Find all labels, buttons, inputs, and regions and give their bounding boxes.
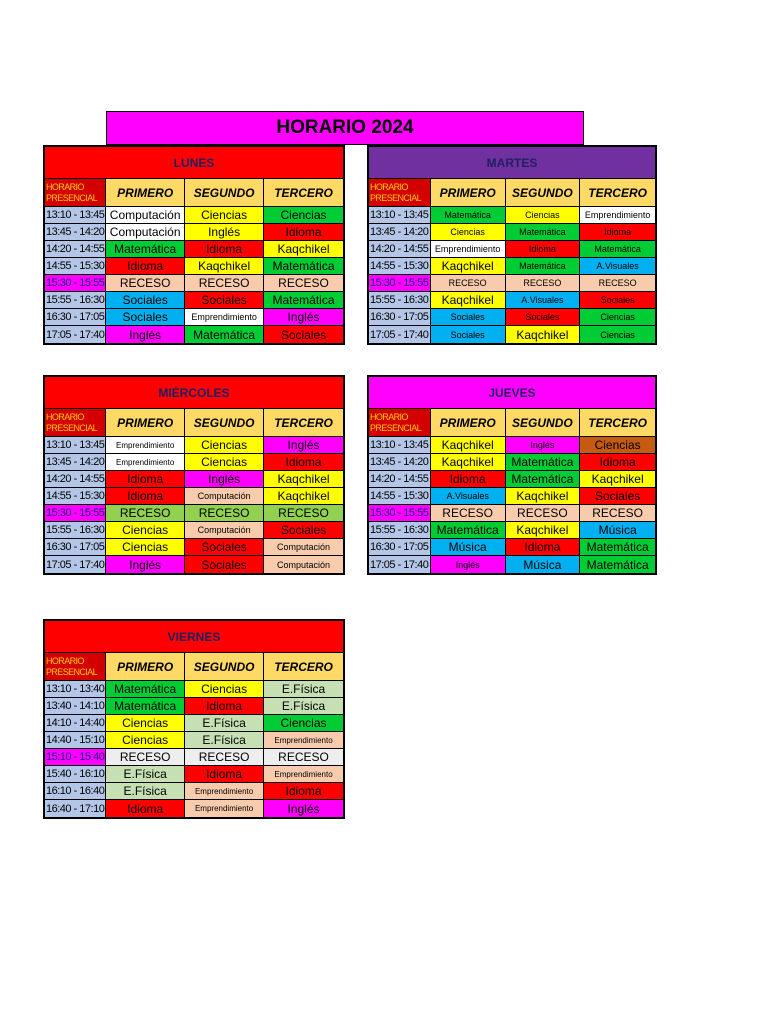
subject-cell: Idioma (106, 258, 185, 274)
schedule-row (45, 698, 343, 715)
schedule-row (369, 488, 655, 505)
day-header: VIERNES (45, 621, 343, 653)
horario-label-line: PRESENCIAL (46, 192, 98, 203)
subject-cell: Kaqchikel (264, 241, 343, 257)
subject-cell: Sociales (106, 309, 185, 325)
subject-cell: Sociales (264, 326, 343, 343)
subject-cell: Matemática (431, 207, 506, 223)
schedule-row (369, 241, 655, 258)
subject-cell: Kaqchikel (431, 258, 506, 274)
subject-cell: Kaqchikel (431, 437, 506, 453)
column-header: TERCERO (264, 653, 343, 680)
subject-cell: Ciencias (185, 454, 264, 470)
subject-cell: Emprendimiento (264, 732, 343, 748)
subject-cell: Emprendimiento (580, 207, 655, 223)
schedule-row (45, 471, 343, 488)
time-slot: 16:30 - 17:05 (369, 309, 431, 325)
subject-cell: Kaqchikel (506, 488, 581, 504)
subject-cell: Ciencias (106, 715, 185, 731)
subject-cell: Matemática (185, 326, 264, 343)
subject-cell: Música (580, 522, 655, 538)
subject-cell: E.Física (185, 732, 264, 748)
column-header: SEGUNDO (506, 179, 581, 206)
schedule-row (45, 454, 343, 471)
horario-label-line: PRESENCIAL (46, 666, 98, 677)
subject-cell: RECESO (506, 505, 581, 521)
subject-cell: Matemática (106, 698, 185, 714)
time-slot: 14:20 - 14:55 (369, 471, 431, 487)
time-slot: 15:55 - 16:30 (46, 294, 105, 306)
horario-presencial-label (45, 653, 106, 680)
subject-cell: Sociales (264, 522, 343, 538)
column-header: TERCERO (580, 409, 655, 436)
schedule-row (45, 309, 343, 326)
subject-cell: E.Física (264, 681, 343, 697)
subject-cell: E.Física (264, 698, 343, 714)
subject-cell: Computación (264, 556, 343, 573)
subject-cell: Idioma (185, 766, 264, 782)
schedule-row (45, 766, 343, 783)
time-slot: 13:45 - 14:20 (369, 224, 431, 240)
time-slot: 15:55 - 16:30 (369, 292, 431, 308)
day-header: LUNES (45, 147, 343, 179)
subject-cell: Matemática (580, 539, 655, 555)
subject-cell: RECESO (106, 749, 185, 765)
day-header: JUEVES (369, 377, 655, 409)
subject-cell: Inglés (185, 224, 264, 240)
column-header: SEGUNDO (185, 409, 264, 436)
subject-cell: Idioma (185, 241, 264, 257)
subject-cell: Inglés (264, 437, 343, 453)
column-header-row (369, 409, 655, 437)
subject-cell: Ciencias (431, 224, 506, 240)
schedule-row (369, 292, 655, 309)
subject-cell: Matemática (264, 292, 343, 308)
time-slot: 16:40 - 17:10 (45, 800, 106, 817)
schedule-row (45, 505, 343, 522)
subject-cell: Música (431, 539, 506, 555)
schedule-row (369, 454, 655, 471)
subject-cell: Emprendimiento (185, 783, 264, 799)
time-slot: 16:30 - 17:05 (46, 311, 105, 323)
subject-cell: Ciencias (580, 309, 655, 325)
day-schedule-martes (367, 145, 657, 345)
subject-cell: Idioma (185, 698, 264, 714)
subject-cell: Idioma (506, 241, 581, 257)
schedule-row (369, 258, 655, 275)
time-slot: 13:45 - 14:20 (46, 226, 105, 238)
time-slot: 13:45 - 14:20 (369, 454, 431, 470)
horario-presencial-label (369, 179, 431, 206)
subject-cell: RECESO (264, 505, 343, 521)
time-slot: 16:10 - 16:40 (46, 785, 105, 797)
column-header: PRIMERO (106, 653, 185, 680)
subject-cell: Matemática (580, 241, 655, 257)
page-title: HORARIO 2024 (106, 111, 584, 145)
time-slot: 13:45 - 14:20 (46, 456, 105, 468)
subject-cell: Ciencias (580, 326, 655, 343)
subject-cell: Sociales (431, 326, 506, 343)
subject-cell: A.Visuales (580, 258, 655, 274)
subject-cell: Ciencias (185, 437, 264, 453)
column-header-row (45, 179, 343, 207)
day-schedule-jueves (367, 375, 657, 575)
time-slot: 14:10 - 14:40 (46, 717, 105, 729)
time-slot: 13:40 - 14:10 (46, 700, 105, 712)
subject-cell: Sociales (106, 292, 185, 308)
subject-cell: Idioma (580, 224, 655, 240)
subject-cell: RECESO (185, 275, 264, 291)
schedule-row (369, 437, 655, 454)
schedule-row (369, 522, 655, 539)
subject-cell: Ciencias (106, 522, 185, 538)
time-slot: 14:55 - 15:30 (46, 490, 105, 502)
subject-cell: Computación (264, 539, 343, 555)
time-slot: 17:05 - 17:40 (45, 556, 106, 573)
subject-cell: Emprendimiento (431, 241, 506, 257)
subject-cell: Matemática (506, 454, 581, 470)
subject-cell: RECESO (264, 275, 343, 291)
column-header: TERCERO (580, 179, 655, 206)
column-header: SEGUNDO (506, 409, 581, 436)
horario-label-line: HORARIO (46, 181, 84, 192)
subject-cell: Sociales (185, 556, 264, 573)
horario-label-line: HORARIO (46, 655, 84, 666)
schedule-row (45, 326, 343, 343)
schedule-row (369, 326, 655, 343)
subject-cell: RECESO (431, 505, 506, 521)
schedule-row (45, 783, 343, 800)
time-slot: 15:30 - 15:55 (369, 275, 431, 291)
subject-cell: RECESO (106, 505, 185, 521)
column-header: PRIMERO (106, 179, 185, 206)
subject-cell: Inglés (264, 800, 343, 817)
schedule-row (369, 224, 655, 241)
subject-cell: Kaqchikel (264, 488, 343, 504)
subject-cell: Matemática (580, 556, 655, 573)
horario-presencial-label (45, 409, 106, 436)
time-slot: 15:30 - 15:55 (369, 505, 431, 521)
column-header: SEGUNDO (185, 653, 264, 680)
subject-cell: Sociales (185, 292, 264, 308)
subject-cell: Idioma (264, 783, 343, 799)
time-slot: 17:05 - 17:40 (369, 326, 431, 343)
subject-cell: Ciencias (185, 207, 264, 223)
subject-cell: Kaqchikel (185, 258, 264, 274)
schedule-row (45, 681, 343, 698)
subject-cell: Matemática (506, 258, 581, 274)
time-slot: 14:40 - 15:10 (46, 734, 105, 746)
subject-cell: E.Física (185, 715, 264, 731)
time-slot: 15:30 - 15:55 (46, 507, 105, 519)
subject-cell: RECESO (506, 275, 581, 291)
subject-cell: Emprendimiento (185, 800, 264, 817)
subject-cell: RECESO (185, 749, 264, 765)
subject-cell: Idioma (264, 454, 343, 470)
time-slot: 16:30 - 17:05 (46, 541, 105, 553)
subject-cell: RECESO (580, 505, 655, 521)
horario-label-line: HORARIO (370, 181, 408, 192)
horario-label-line: PRESENCIAL (370, 192, 422, 203)
subject-cell: Matemática (106, 681, 185, 697)
column-header-row (45, 409, 343, 437)
subject-cell: Emprendimiento (106, 437, 185, 453)
subject-cell: Inglés (106, 326, 185, 343)
day-schedule-miercoles (43, 375, 345, 575)
subject-cell: Idioma (106, 488, 185, 504)
time-slot: 13:10 - 13:45 (46, 439, 105, 451)
subject-cell: Idioma (580, 454, 655, 470)
column-header: SEGUNDO (185, 179, 264, 206)
time-slot: 17:05 - 17:40 (45, 326, 106, 343)
horario-label-line: HORARIO (370, 411, 408, 422)
subject-cell: Computación (185, 522, 264, 538)
subject-cell: Inglés (264, 309, 343, 325)
subject-cell: Sociales (431, 309, 506, 325)
subject-cell: Música (506, 556, 581, 573)
subject-cell: Ciencias (264, 715, 343, 731)
column-header: PRIMERO (431, 409, 506, 436)
time-slot: 13:10 - 13:40 (46, 683, 105, 695)
time-slot: 15:30 - 15:55 (46, 277, 105, 289)
horario-presencial-label (369, 409, 431, 436)
time-slot: 14:55 - 15:30 (46, 260, 105, 272)
subject-cell: Kaqchikel (506, 326, 581, 343)
horario-label-line: PRESENCIAL (370, 422, 422, 433)
time-slot: 16:30 - 17:05 (369, 539, 431, 555)
subject-cell: Kaqchikel (431, 292, 506, 308)
subject-cell: Emprendimiento (106, 454, 185, 470)
schedule-row (369, 539, 655, 556)
subject-cell: Ciencias (264, 207, 343, 223)
schedule-row (369, 505, 655, 522)
time-slot: 15:55 - 16:30 (46, 524, 105, 536)
subject-cell: Matemática (506, 224, 581, 240)
subject-cell: A.Visuales (431, 488, 506, 504)
subject-cell: RECESO (264, 749, 343, 765)
subject-cell: RECESO (185, 505, 264, 521)
subject-cell: Inglés (106, 556, 185, 573)
subject-cell: Ciencias (106, 539, 185, 555)
schedule-row (369, 556, 655, 573)
subject-cell: Kaqchikel (506, 522, 581, 538)
schedule-row (45, 539, 343, 556)
horario-presencial-label (45, 179, 106, 206)
schedule-row (45, 732, 343, 749)
subject-cell: Emprendimiento (264, 766, 343, 782)
subject-cell: E.Física (106, 783, 185, 799)
subject-cell: Sociales (580, 292, 655, 308)
time-slot: 13:10 - 13:45 (46, 209, 105, 221)
time-slot: 14:55 - 15:30 (369, 488, 431, 504)
time-slot: 15:55 - 16:30 (369, 522, 431, 538)
subject-cell: Inglés (506, 437, 581, 453)
subject-cell: Inglés (431, 556, 506, 573)
column-header: TERCERO (264, 179, 343, 206)
subject-cell: RECESO (106, 275, 185, 291)
subject-cell: Computación (106, 224, 185, 240)
time-slot: 13:10 - 13:45 (369, 437, 431, 453)
time-slot: 14:20 - 14:55 (46, 473, 105, 485)
schedule-row (369, 207, 655, 224)
subject-cell: Ciencias (580, 437, 655, 453)
schedule-row (45, 488, 343, 505)
subject-cell: Idioma (264, 224, 343, 240)
column-header: PRIMERO (431, 179, 506, 206)
horario-label-line: HORARIO (46, 411, 84, 422)
subject-cell: Ciencias (506, 207, 581, 223)
time-slot: 14:55 - 15:30 (369, 258, 431, 274)
schedule-row (45, 258, 343, 275)
subject-cell: Kaqchikel (580, 471, 655, 487)
subject-cell: Emprendimiento (185, 309, 264, 325)
schedule-row (45, 437, 343, 454)
subject-cell: RECESO (580, 275, 655, 291)
subject-cell: Sociales (506, 309, 581, 325)
time-slot: 14:20 - 14:55 (369, 241, 431, 257)
subject-cell: Sociales (185, 539, 264, 555)
schedule-row (45, 224, 343, 241)
schedule-row (45, 207, 343, 224)
subject-cell: Sociales (580, 488, 655, 504)
column-header: PRIMERO (106, 409, 185, 436)
horario-label-line: PRESENCIAL (46, 422, 98, 433)
day-header: MARTES (369, 147, 655, 179)
schedule-row (45, 556, 343, 573)
schedule-row (45, 275, 343, 292)
subject-cell: E.Física (106, 766, 185, 782)
subject-cell: Matemática (264, 258, 343, 274)
time-slot: 15:10 - 15:40 (46, 751, 105, 763)
time-slot: 13:10 - 13:45 (369, 207, 431, 223)
schedule-row (45, 522, 343, 539)
subject-cell: Computación (185, 488, 264, 504)
column-header: TERCERO (264, 409, 343, 436)
schedule-row (45, 292, 343, 309)
subject-cell: Idioma (106, 800, 185, 817)
subject-cell: Matemática (506, 471, 581, 487)
subject-cell: RECESO (431, 275, 506, 291)
subject-cell: Idioma (106, 471, 185, 487)
day-schedule-lunes (43, 145, 345, 345)
column-header-row (45, 653, 343, 681)
schedule-row (45, 715, 343, 732)
subject-cell: Inglés (185, 471, 264, 487)
time-slot: 17:05 - 17:40 (369, 556, 431, 573)
subject-cell: Ciencias (185, 681, 264, 697)
schedule-row (369, 471, 655, 488)
schedule-row (45, 241, 343, 258)
schedule-row (369, 275, 655, 292)
subject-cell: Matemática (106, 241, 185, 257)
subject-cell: A.Visuales (506, 292, 581, 308)
subject-cell: Kaqchikel (264, 471, 343, 487)
column-header-row (369, 179, 655, 207)
schedule-row (45, 749, 343, 766)
subject-cell: Matemática (431, 522, 506, 538)
schedule-row (369, 309, 655, 326)
day-header: MIÉRCOLES (45, 377, 343, 409)
day-schedule-viernes (43, 619, 345, 819)
subject-cell: Kaqchikel (431, 454, 506, 470)
schedule-row (45, 800, 343, 817)
subject-cell: Computación (106, 207, 185, 223)
subject-cell: Idioma (431, 471, 506, 487)
time-slot: 14:20 - 14:55 (46, 243, 105, 255)
subject-cell: Idioma (506, 539, 581, 555)
subject-cell: Ciencias (106, 732, 185, 748)
time-slot: 15:40 - 16:10 (46, 768, 105, 780)
